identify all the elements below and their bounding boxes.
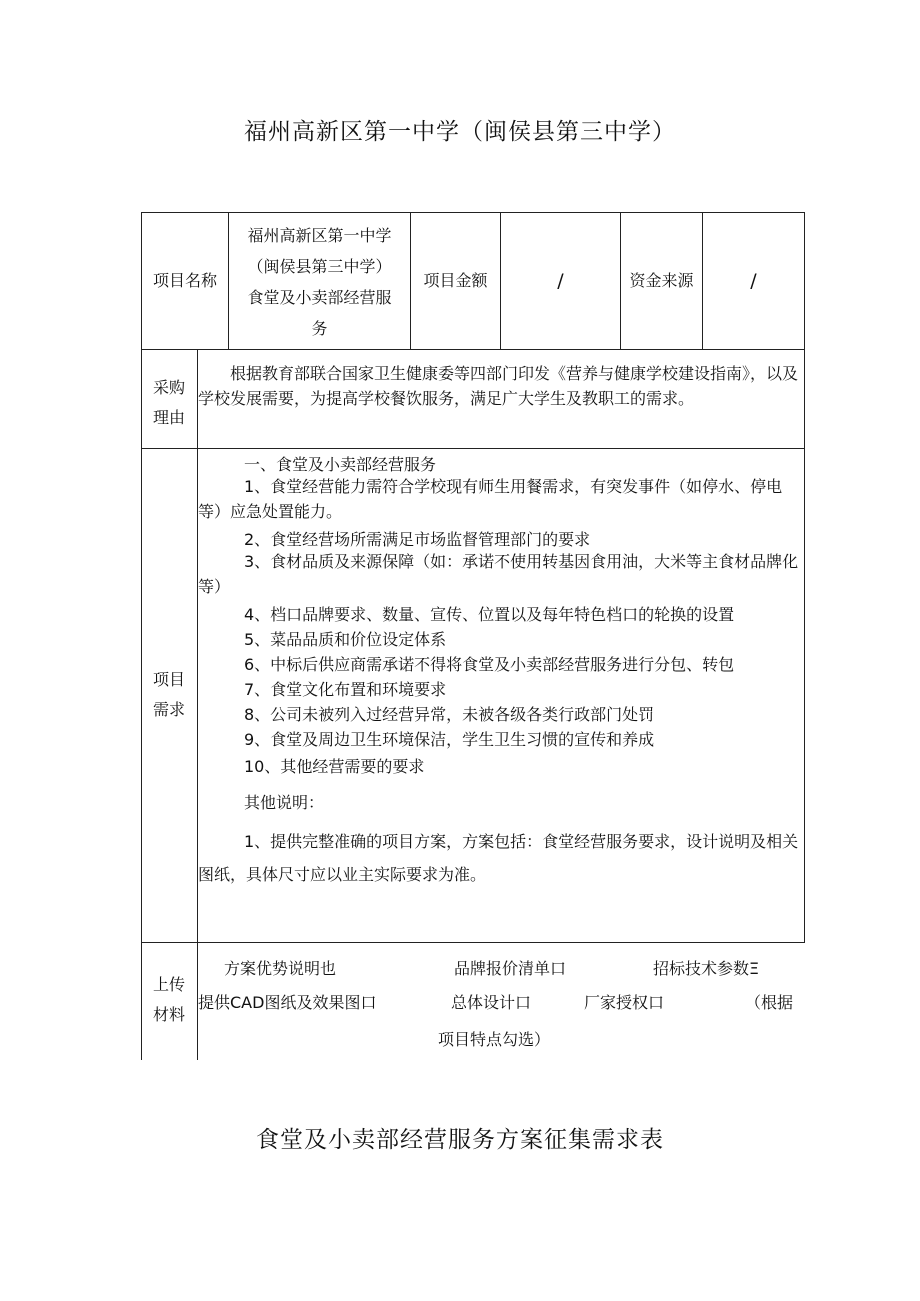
- requirement-item-2: 2、食堂经营场所需满足市场监督管理部门的要求: [244, 530, 591, 549]
- requirement-item-7: 7、食堂文化布置和环境要求: [244, 680, 447, 699]
- project-name-label: 项目名称: [152, 270, 217, 290]
- upload-options: [198, 943, 805, 1060]
- upload-label-line: 材料: [152, 1005, 185, 1024]
- form-caption: 食堂及小卖部经营服务方案征集需求表: [256, 1127, 664, 1153]
- requirement-item-9: 9、食堂及周边卫生环境保洁，学生卫生习惯的宣传和养成: [244, 730, 655, 749]
- upload-option-cad[interactable]: 提供CAD图纸及效果图口: [198, 993, 377, 1012]
- requirements-heading: 一、食堂及小卖部经营服务: [244, 455, 437, 474]
- upload-label-line: 上传: [152, 975, 185, 994]
- amount-value: /: [557, 269, 564, 292]
- requirement-item-10: 10、其他经营需要的要求: [244, 757, 425, 776]
- upload-note-end: 项目特点勾选）: [438, 1030, 551, 1049]
- requirements-content: [198, 448, 805, 942]
- requirements-form-table: [141, 212, 805, 1060]
- requirement-item-1: 1、食堂经营能力需符合学校现有师生用餐需求，有突发事件（如停水、停电等）应急处置能力。: [198, 477, 783, 521]
- reason-label-line: 采购: [152, 378, 185, 397]
- amount-label: 项目金额: [423, 270, 488, 290]
- fund-source-value: /: [750, 269, 757, 292]
- requirement-item-6: 6、中标后供应商需承诺不得将食堂及小卖部经营服务进行分包、转包: [244, 655, 735, 674]
- upload-note-start: （根据: [745, 993, 794, 1012]
- upload-option-advantages[interactable]: 方案优势说明也: [224, 959, 337, 978]
- project-name-line: 福州高新区第一中学: [247, 226, 392, 245]
- upload-option-price-list[interactable]: 品牌报价清单口: [454, 959, 567, 978]
- document-title: 福州高新区第一中学（闽侯县第三中学）: [244, 119, 676, 145]
- reason-text: 根据教育部联合国家卫生健康委等四部门印发《营养与健康学校建设指南》，以及学校发展需要，为提高学校餐饮服务，满足广大学生及教职工的需求。: [198, 364, 799, 408]
- requirements-label-line: 需求: [152, 700, 185, 719]
- reason-label-line: 理由: [152, 408, 185, 427]
- project-name-line: （闽侯县第三中学）: [247, 257, 392, 276]
- fund-source-label: 资金来源: [629, 270, 694, 290]
- other-note-1: 1、提供完整准确的项目方案，方案包括：食堂经营服务要求，设计说明及相关图纸，具体尺寸应以业主实际要求为准。: [198, 832, 799, 884]
- project-name-value: [229, 220, 410, 344]
- requirements-label-line: 项目: [152, 670, 185, 689]
- reason-label: [141, 373, 197, 433]
- project-name-line: 务: [311, 319, 328, 338]
- upload-option-overall-design[interactable]: 总体设计口: [451, 993, 532, 1012]
- row-divider-1: [141, 349, 805, 350]
- other-notes-heading: 其他说明：: [244, 793, 325, 812]
- project-name-line: 食堂及小卖部经营服: [247, 288, 392, 307]
- requirements-label: [141, 665, 197, 725]
- requirement-item-8: 8、公司未被列入过经营异常，未被各级各类行政部门处罚: [244, 705, 655, 724]
- upload-option-manufacturer-auth[interactable]: 厂家授权口: [584, 993, 665, 1012]
- requirement-item-5: 5、菜品品质和价位设定体系: [244, 630, 447, 649]
- upload-label: [141, 970, 197, 1030]
- upload-option-tech-params[interactable]: 招标技术参数Ξ: [653, 959, 760, 978]
- requirement-item-4: 4、档口品牌要求、数量、宣传、位置以及每年特色档口的轮换的设置: [244, 605, 735, 624]
- requirement-item-3: 3、食材品质及来源保障（如：承诺不使用转基因食用油，大米等主食材品牌化等）: [198, 552, 799, 596]
